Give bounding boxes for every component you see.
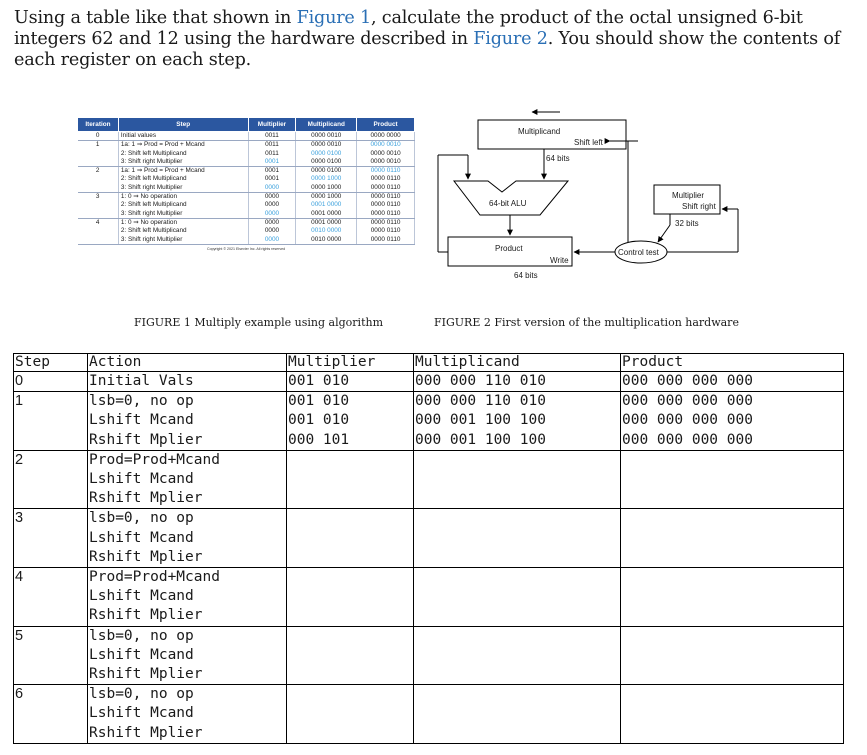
answer-cell-mplier[interactable]: [287, 568, 414, 627]
answer-line: 000 001 100 100: [415, 431, 546, 448]
answer-line: Rshift Mplier: [89, 431, 203, 448]
fig1-cell-iter: 3: [78, 193, 119, 202]
fig1-cell-mplier: 0001: [248, 167, 296, 176]
answer-cell-step: 2: [14, 450, 88, 509]
answer-line: Prod=Prod+Mcand: [89, 451, 220, 468]
answer-line: 000 000 000 000: [622, 393, 753, 410]
fig1-row: [78, 167, 415, 176]
answer-line: lsb=0, no op: [89, 510, 194, 527]
fig1-cell-mcand: 0001 0000: [296, 210, 357, 219]
answer-header-action: Action: [88, 354, 287, 372]
fig1-cell-mcand: 0000 0100: [296, 167, 357, 176]
answer-line: 000 001 100 100: [415, 412, 546, 429]
answer-cell-step: 6: [14, 685, 88, 744]
answer-cell-mplier[interactable]: [287, 392, 414, 451]
fig1-cell-prod: 0000 0110: [357, 184, 415, 193]
fig1-cell-mplier: 0000: [248, 184, 296, 193]
fig1-cell-prod: 0000 0010: [357, 141, 415, 150]
answer-header-step: Step: [14, 354, 88, 372]
answer-line: Rshift Mplier: [89, 548, 203, 565]
question-text: [14, 8, 854, 71]
answer-line: Initial Vals: [89, 373, 194, 389]
fig1-cell-mcand: 0010 0000: [296, 227, 357, 235]
fig1-cell-step: 3: Shift right Multiplier: [118, 210, 248, 219]
fig1-cell-mplier: 0000: [248, 236, 296, 245]
fig1-cell-mcand: 0000 0010: [296, 141, 357, 150]
fig1-cell-iter: [78, 201, 119, 209]
answer-line: Rshift Mplier: [89, 490, 203, 507]
answer-cell-action: [88, 685, 287, 744]
write-label: Write: [550, 256, 569, 265]
answer-cell-step: 4: [14, 568, 88, 627]
fig1-cell-mcand: 0001 0000: [296, 201, 357, 209]
fig1-row: [78, 141, 415, 150]
fig1-cell-mplier: 0000: [248, 201, 296, 209]
answer-cell-mcand[interactable]: [414, 509, 621, 568]
answer-cell-step: 5: [14, 626, 88, 685]
answer-line: lsb=0, no op: [89, 686, 194, 703]
fig1-header-step: Step: [118, 118, 248, 132]
fig1-cell-mplier: 0000: [248, 227, 296, 235]
answer-line: Lshift Mcand: [89, 529, 194, 546]
answer-row: [14, 568, 844, 627]
fig1-cell-prod: 0000 0110: [357, 175, 415, 183]
answer-cell-step: 1: [14, 392, 88, 451]
fig1-cell-step: Initial values: [118, 132, 248, 141]
answer-cell-mcand[interactable]: [414, 685, 621, 744]
answer-line: Lshift Mcand: [89, 646, 194, 663]
answer-line: 000 000 000 000: [622, 431, 753, 448]
answer-line: 001 010: [288, 373, 350, 389]
fig1-cell-prod: 0000 0110: [357, 227, 415, 235]
alu-shape: [454, 181, 568, 215]
bits64-bottom-label: 64 bits: [514, 271, 538, 280]
fig1-cell-mcand: 0000 0100: [296, 150, 357, 158]
question-part-3: . You should show the contents of each register on each step.: [14, 29, 841, 70]
figure-2-diagram: [420, 105, 780, 305]
fig1-cell-prod: 0000 0010: [357, 150, 415, 158]
answer-cell-prod[interactable]: [621, 509, 844, 568]
fig1-row: [78, 158, 415, 167]
fig1-cell-prod: 0000 0000: [357, 132, 415, 141]
fig1-cell-iter: 4: [78, 218, 119, 227]
answer-cell-mplier[interactable]: [287, 626, 414, 685]
shift-left-label: Shift left: [574, 138, 603, 147]
multiplier-label: Multiplier: [672, 191, 705, 200]
fig1-cell-mplier: 0000: [248, 193, 296, 202]
fig1-cell-step: 3: Shift right Multiplier: [118, 236, 248, 245]
fig1-cell-iter: [78, 175, 119, 183]
fig1-cell-step: 2: Shift left Multiplicand: [118, 201, 248, 209]
fig1-cell-step: 1a: 1 ⇒ Prod = Prod + Mcand: [118, 141, 248, 150]
answer-header-multiplier: Multiplier: [287, 354, 414, 372]
fig1-cell-mplier: 0011: [248, 150, 296, 158]
fig1-cell-step: 2: Shift left Multiplicand: [118, 150, 248, 158]
multiply-example-table: [77, 117, 415, 245]
answer-line: Rshift Mplier: [89, 666, 203, 683]
answer-row: [14, 392, 844, 451]
fig1-cell-mplier: 0001: [248, 175, 296, 183]
fig1-header-iteration: Iteration: [78, 118, 119, 132]
question-part-1: Using a table like that shown in: [14, 8, 297, 28]
answer-line: 000 101: [288, 431, 350, 448]
fig1-cell-mcand: 0000 0010: [296, 132, 357, 141]
figure-1-caption: FIGURE 1 Multiply example using algorithm: [134, 316, 384, 329]
answer-cell-mcand[interactable]: [414, 372, 621, 392]
answer-line: lsb=0, no op: [89, 627, 194, 644]
fig1-cell-prod: 0000 0110: [357, 236, 415, 245]
fig1-cell-prod: 0000 0110: [357, 167, 415, 176]
answer-cell-prod[interactable]: [621, 392, 844, 451]
answer-header-product: Product: [621, 354, 844, 372]
fig1-cell-mplier: 0011: [248, 141, 296, 150]
answer-cell-prod[interactable]: [621, 372, 844, 392]
fig1-cell-mcand: 0000 0100: [296, 158, 357, 167]
answer-cell-prod[interactable]: [621, 626, 844, 685]
answer-line: lsb=0, no op: [89, 393, 194, 410]
fig1-header-product: Product: [357, 118, 415, 132]
answer-line: 000 000 000 000: [622, 373, 753, 389]
fig1-row: [78, 210, 415, 219]
fig1-cell-mcand: 0000 1000: [296, 175, 357, 183]
answer-cell-mplier[interactable]: [287, 450, 414, 509]
multiplicand-label: Multiplicand: [518, 127, 561, 136]
answer-cell-mcand[interactable]: [414, 568, 621, 627]
fig1-cell-iter: [78, 158, 119, 167]
alu-label: 64-bit ALU: [489, 199, 527, 208]
fig1-row: [78, 236, 415, 245]
answer-header-multiplicand: Multiplicand: [414, 354, 621, 372]
fig1-cell-step: 1a: 1 ⇒ Prod = Prod + Mcand: [118, 167, 248, 176]
fig1-cell-iter: 1: [78, 141, 119, 150]
answer-row: [14, 450, 844, 509]
fig1-row: [78, 227, 415, 235]
product-label: Product: [495, 244, 523, 253]
fig1-cell-mcand: 0000 1000: [296, 184, 357, 193]
fig1-row: [78, 184, 415, 193]
answer-cell-mplier[interactable]: [287, 372, 414, 392]
fig1-header-multiplicand: Multiplicand: [296, 118, 357, 132]
fig1-cell-step: 2: Shift left Multiplicand: [118, 227, 248, 235]
fig1-cell-step: 2: Shift left Multiplicand: [118, 175, 248, 183]
fig1-header-multiplier: Multiplier: [248, 118, 296, 132]
answer-cell-mplier[interactable]: [287, 685, 414, 744]
answer-line: Lshift Mcand: [89, 588, 194, 605]
answer-row: [14, 685, 844, 744]
fig1-cell-step: 1: 0 ⇒ No operation: [118, 193, 248, 202]
fig1-cell-prod: 0000 0010: [357, 158, 415, 167]
figure-2-caption: FIGURE 2 First version of the multiplication hardware: [434, 316, 739, 329]
answer-line: 000 000 110 010: [415, 373, 546, 389]
answer-table: [13, 353, 844, 744]
fig1-cell-iter: [78, 227, 119, 235]
answer-cell-mcand[interactable]: [414, 450, 621, 509]
answer-row: [14, 509, 844, 568]
fig1-row: [78, 218, 415, 227]
answer-header-row: [14, 354, 844, 372]
answer-line: Prod=Prod+Mcand: [89, 569, 220, 586]
fig1-cell-iter: [78, 236, 119, 245]
answer-cell-prod[interactable]: [621, 568, 844, 627]
fig1-row: [78, 150, 415, 158]
answer-cell-prod[interactable]: [621, 450, 844, 509]
answer-cell-prod[interactable]: [621, 685, 844, 744]
answer-row: [14, 626, 844, 685]
answer-line: 000 000 000 000: [622, 412, 753, 429]
question-part-2: , calculate the product of the octal unsigned 6-bit integers 62 and 12 using the hardware described in: [14, 8, 803, 49]
fig1-row: [78, 132, 415, 141]
answer-line: 001 010: [288, 412, 350, 429]
answer-cell-action: [88, 626, 287, 685]
fig1-cell-iter: [78, 150, 119, 158]
fig1-cell-step: 3: Shift right Multiplier: [118, 158, 248, 167]
fig1-cell-prod: 0000 0110: [357, 210, 415, 219]
fig1-cell-mplier: 0001: [248, 158, 296, 167]
answer-line: Lshift Mcand: [89, 705, 194, 722]
answer-line: Rshift Mplier: [89, 607, 203, 624]
answer-cell-action: [88, 372, 287, 392]
hardware-diagram-lines: [420, 105, 780, 305]
answer-cell-action: [88, 509, 287, 568]
fig1-row: [78, 175, 415, 183]
answer-cell-step: 3: [14, 509, 88, 568]
fig1-cell-mplier: 0000: [248, 210, 296, 219]
answer-line: Lshift Mcand: [89, 412, 194, 429]
fig1-cell-mplier: 0000: [248, 218, 296, 227]
answer-cell-action: [88, 568, 287, 627]
answer-cell-mcand[interactable]: [414, 392, 621, 451]
fig1-cell-iter: [78, 184, 119, 193]
answer-line: Rshift Mplier: [89, 724, 203, 741]
figure-2-link[interactable]: Figure 2: [473, 29, 548, 49]
figure-1-table: [77, 117, 415, 251]
answer-cell-mcand[interactable]: [414, 626, 621, 685]
answer-cell-action: [88, 450, 287, 509]
fig1-cell-step: 3: Shift right Multiplier: [118, 184, 248, 193]
answer-cell-action: [88, 392, 287, 451]
fig1-cell-iter: 2: [78, 167, 119, 176]
fig1-cell-mcand: 0001 0000: [296, 218, 357, 227]
fig1-cell-prod: 0000 0110: [357, 218, 415, 227]
answer-line: 000 000 110 010: [415, 393, 546, 410]
answer-cell-step: 0: [14, 372, 88, 392]
answer-row: [14, 372, 844, 392]
figure-1-link[interactable]: Figure 1: [296, 8, 372, 28]
bits64-top-label: 64 bits: [546, 154, 570, 163]
fig1-cell-iter: [78, 210, 119, 219]
control-test-label: Control test: [618, 248, 659, 257]
fig1-cell-prod: 0000 0110: [357, 193, 415, 202]
fig1-cell-step: 1: 0 ⇒ No operation: [118, 218, 248, 227]
fig1-cell-mcand: 0000 1000: [296, 193, 357, 202]
copyright-notice: Copyright © 2021 Elsevier Inc. All rights reserved: [207, 246, 286, 251]
shift-right-label: Shift right: [682, 202, 716, 211]
bits32-label: 32 bits: [675, 219, 699, 228]
fig1-cell-mcand: 0010 0000: [296, 236, 357, 245]
fig1-row: [78, 193, 415, 202]
fig1-row: [78, 201, 415, 209]
answer-line: 001 010: [288, 393, 350, 410]
fig1-cell-mplier: 0011: [248, 132, 296, 141]
answer-cell-mplier[interactable]: [287, 509, 414, 568]
fig1-cell-prod: 0000 0110: [357, 201, 415, 209]
fig1-cell-iter: 0: [78, 132, 119, 141]
answer-line: Lshift Mcand: [89, 471, 194, 488]
